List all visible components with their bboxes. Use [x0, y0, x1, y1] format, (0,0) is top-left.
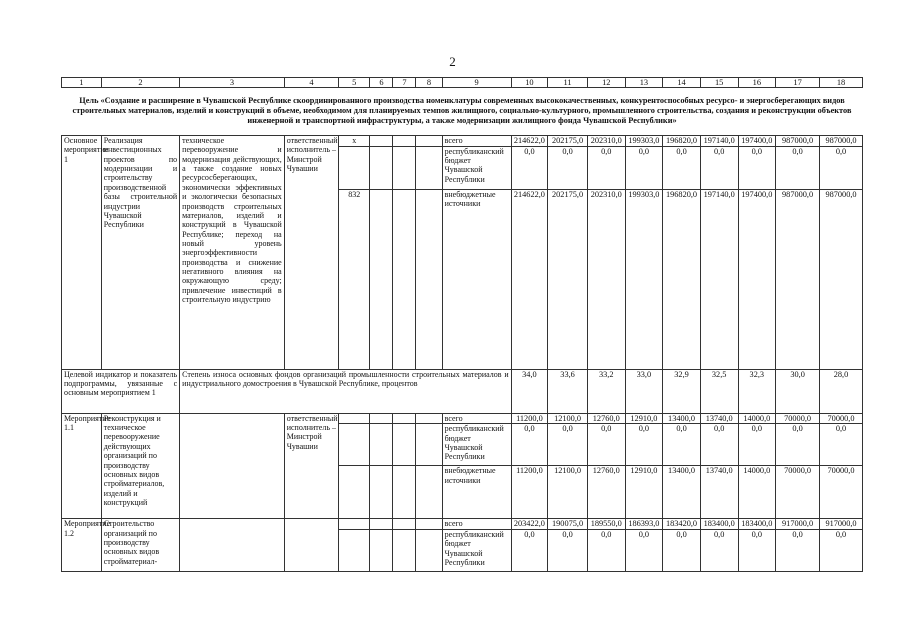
column-number-header — [61, 77, 863, 88]
empty-cell — [339, 413, 370, 424]
event-1-1-executor: ответственный исполнитель – Минстрой Чувашии — [284, 413, 338, 519]
empty-cell — [416, 136, 442, 147]
empty-cell — [370, 413, 393, 424]
value-cell: 12100,0 — [548, 466, 588, 519]
value-cell: 0,0 — [587, 146, 625, 189]
empty-cell — [416, 189, 442, 369]
value-cell: 12760,0 — [587, 413, 625, 424]
col-header: 13 — [625, 78, 663, 88]
value-cell: 12100,0 — [548, 413, 588, 424]
empty-cell — [180, 413, 285, 519]
empty-cell — [416, 424, 442, 466]
empty-cell — [416, 466, 442, 519]
col-header: 18 — [820, 78, 863, 88]
value-cell: 917000,0 — [776, 519, 820, 530]
page-number: 2 — [449, 54, 456, 69]
value-cell: 197140,0 — [700, 189, 738, 369]
event-1-1-title: Реконструкция и техническое перевооружение действующих организаций по производству основных видов стройматериалов, изделий и конструкций — [101, 413, 179, 519]
empty-cell — [416, 519, 442, 530]
value-cell: 0,0 — [511, 530, 548, 572]
empty-cell — [393, 530, 416, 572]
value-cell: 0,0 — [625, 146, 663, 189]
value-cell: 30,0 — [776, 369, 820, 413]
value-cell: 0,0 — [776, 146, 820, 189]
value-cell: 0,0 — [511, 146, 548, 189]
value-cell: 183400,0 — [700, 519, 738, 530]
value-cell: 186393,0 — [625, 519, 663, 530]
value-cell: 32,5 — [700, 369, 738, 413]
table-row — [62, 413, 863, 424]
col-header: 1 — [62, 78, 102, 88]
col-header: 14 — [663, 78, 701, 88]
value-cell: 0,0 — [820, 530, 863, 572]
col-header: 8 — [416, 78, 442, 88]
value-cell: 0,0 — [738, 530, 776, 572]
value-cell: 0,0 — [587, 530, 625, 572]
value-cell: 70000,0 — [820, 413, 863, 424]
value-cell: 0,0 — [548, 146, 588, 189]
value-cell: 14000,0 — [738, 466, 776, 519]
col-header: 17 — [776, 78, 820, 88]
value-cell: 183400,0 — [738, 519, 776, 530]
event-1-2-title: Строительство организаций по производству основных видов стройматериал- — [101, 519, 179, 572]
value-cell: 214622,0 — [511, 136, 548, 147]
col-header: 4 — [284, 78, 338, 88]
value-cell: 0,0 — [663, 530, 701, 572]
col-header: 10 — [511, 78, 548, 88]
main-event-executor: ответственный исполнитель – Минстрой Чувашии — [284, 136, 338, 370]
col-header: 5 — [339, 78, 370, 88]
value-cell: 0,0 — [625, 530, 663, 572]
value-cell: 32,3 — [738, 369, 776, 413]
main-event-title: Реализация инвестиционных проектов по модернизации и строительству производственной базы строительной индустрии Чувашской Республики — [101, 136, 179, 370]
funding-source: республиканский бюджет Чувашской Республики — [442, 146, 511, 189]
value-cell: 202175,0 — [548, 189, 588, 369]
empty-cell — [180, 519, 285, 572]
col-header: 6 — [370, 78, 393, 88]
value-cell: 11200,0 — [511, 413, 548, 424]
value-cell: 34,0 — [511, 369, 548, 413]
empty-cell — [393, 466, 416, 519]
value-cell: 14000,0 — [738, 413, 776, 424]
value-cell: 987000,0 — [820, 136, 863, 147]
value-cell: 987000,0 — [776, 189, 820, 369]
value-cell: 189550,0 — [587, 519, 625, 530]
value-cell: 987000,0 — [776, 136, 820, 147]
value-cell: 0,0 — [663, 424, 701, 466]
empty-cell — [393, 413, 416, 424]
empty-cell — [393, 424, 416, 466]
col-header: 15 — [700, 78, 738, 88]
budget-code: 832 — [339, 189, 370, 369]
value-cell: 32,9 — [663, 369, 701, 413]
value-cell: 183420,0 — [663, 519, 701, 530]
value-cell: 13400,0 — [663, 413, 701, 424]
value-cell: 0,0 — [548, 424, 588, 466]
value-cell: 190075,0 — [548, 519, 588, 530]
value-cell: 202310,0 — [587, 189, 625, 369]
col-header: 16 — [738, 78, 776, 88]
funding-source: внебюджетные источники — [442, 189, 511, 369]
value-cell: 0,0 — [700, 424, 738, 466]
empty-cell — [370, 424, 393, 466]
empty-cell — [393, 146, 416, 189]
value-cell: 12910,0 — [625, 466, 663, 519]
value-cell: 0,0 — [776, 530, 820, 572]
value-cell: 0,0 — [820, 146, 863, 189]
funding-source: республиканский бюджет Чувашской Республики — [442, 530, 511, 572]
value-cell: 202310,0 — [587, 136, 625, 147]
main-event-description: техническое перевооружение и модернизация действующих, а также создание новых ресурсосберегающих, экономически эффективных и экологически безопасных производств строительных материалов, изделий и конструкций в Чувашской Республике; переход на новый уровень энергоэффективности производства и снижение негативного влияния на окружающую среду; привлечение инвестиций в строительную индустрию — [180, 136, 285, 370]
empty-cell — [370, 530, 393, 572]
empty-cell — [416, 413, 442, 424]
table-row — [62, 369, 863, 413]
value-cell: 196820,0 — [663, 189, 701, 369]
main-event-name: Основное мероприятие 1 — [62, 136, 102, 370]
empty-cell — [339, 146, 370, 189]
value-cell: 13400,0 — [663, 466, 701, 519]
empty-cell — [370, 136, 393, 147]
value-cell: 197140,0 — [700, 136, 738, 147]
col-header: 7 — [393, 78, 416, 88]
value-cell: 0,0 — [738, 424, 776, 466]
empty-cell — [339, 530, 370, 572]
empty-cell — [370, 146, 393, 189]
empty-cell — [370, 519, 393, 530]
value-cell: 0,0 — [738, 146, 776, 189]
empty-cell — [416, 530, 442, 572]
value-cell: 13740,0 — [700, 413, 738, 424]
value-cell: 0,0 — [700, 530, 738, 572]
empty-cell — [393, 189, 416, 369]
empty-cell — [393, 136, 416, 147]
table-row — [62, 136, 863, 147]
empty-cell — [339, 466, 370, 519]
empty-cell — [339, 519, 370, 530]
value-cell: 199303,0 — [625, 189, 663, 369]
value-cell: 0,0 — [511, 424, 548, 466]
empty-cell — [370, 466, 393, 519]
value-cell: 0,0 — [820, 424, 863, 466]
empty-cell — [393, 519, 416, 530]
value-cell: 70000,0 — [820, 466, 863, 519]
value-cell: 987000,0 — [820, 189, 863, 369]
value-cell: 199303,0 — [625, 136, 663, 147]
budget-code-mark: x — [339, 136, 370, 147]
value-cell: 0,0 — [548, 530, 588, 572]
value-cell: 12760,0 — [587, 466, 625, 519]
value-cell: 197400,0 — [738, 189, 776, 369]
col-header: 2 — [101, 78, 179, 88]
value-cell: 70000,0 — [776, 413, 820, 424]
empty-cell — [339, 424, 370, 466]
value-cell: 11200,0 — [511, 466, 548, 519]
funding-source: всего — [442, 413, 511, 424]
value-cell: 70000,0 — [776, 466, 820, 519]
col-header: 9 — [442, 78, 511, 88]
value-cell: 0,0 — [587, 424, 625, 466]
funding-source: всего — [442, 136, 511, 147]
value-cell: 33,2 — [587, 369, 625, 413]
funding-source: внебюджетные источники — [442, 466, 511, 519]
value-cell: 0,0 — [776, 424, 820, 466]
value-cell: 917000,0 — [820, 519, 863, 530]
value-cell: 197400,0 — [738, 136, 776, 147]
event-1-2-name: Мероприятие 1.2 — [62, 519, 102, 572]
table-row — [62, 519, 863, 530]
value-cell: 0,0 — [700, 146, 738, 189]
value-cell: 196820,0 — [663, 136, 701, 147]
funding-source: республиканский бюджет Чувашской Республики — [442, 424, 511, 466]
col-header: 3 — [180, 78, 285, 88]
value-cell: 13740,0 — [700, 466, 738, 519]
value-cell: 33,6 — [548, 369, 588, 413]
indicator-label: Целевой индикатор и показатель подпрограммы, увязанные с основным мероприятием 1 — [62, 369, 180, 413]
col-header: 11 — [548, 78, 588, 88]
value-cell: 214622,0 — [511, 189, 548, 369]
goal-heading: Цель «Создание и расширение в Чувашской Республике скоординированного производства номенклатуры современных высококачественных, конкурентоспособных ресурсо- и энергосберегающих видов строительных материалов, изделий и конструкций в объеме, необходимом для планируемых темпов жилищного, социально-культурного, промышленного строительства, создания и реконструкции объектов инженерной и транспортной инфраструктуры, а также модернизации жилищного фонда Чувашской Республики» — [72, 96, 852, 126]
value-cell: 33,0 — [625, 369, 663, 413]
value-cell: 28,0 — [820, 369, 863, 413]
program-table — [61, 135, 863, 572]
event-1-1-name: Мероприятие 1.1 — [62, 413, 102, 519]
value-cell: 202175,0 — [548, 136, 588, 147]
indicator-text: Степень износа основных фондов организаций промышленности строительных материалов и индустриального домостроения в Чувашской Республике, процентов — [180, 369, 511, 413]
col-header: 12 — [587, 78, 625, 88]
value-cell: 0,0 — [625, 424, 663, 466]
value-cell: 12910,0 — [625, 413, 663, 424]
value-cell: 0,0 — [663, 146, 701, 189]
empty-cell — [416, 146, 442, 189]
empty-cell — [370, 189, 393, 369]
value-cell: 203422,0 — [511, 519, 548, 530]
funding-source: всего — [442, 519, 511, 530]
empty-cell — [284, 519, 338, 572]
